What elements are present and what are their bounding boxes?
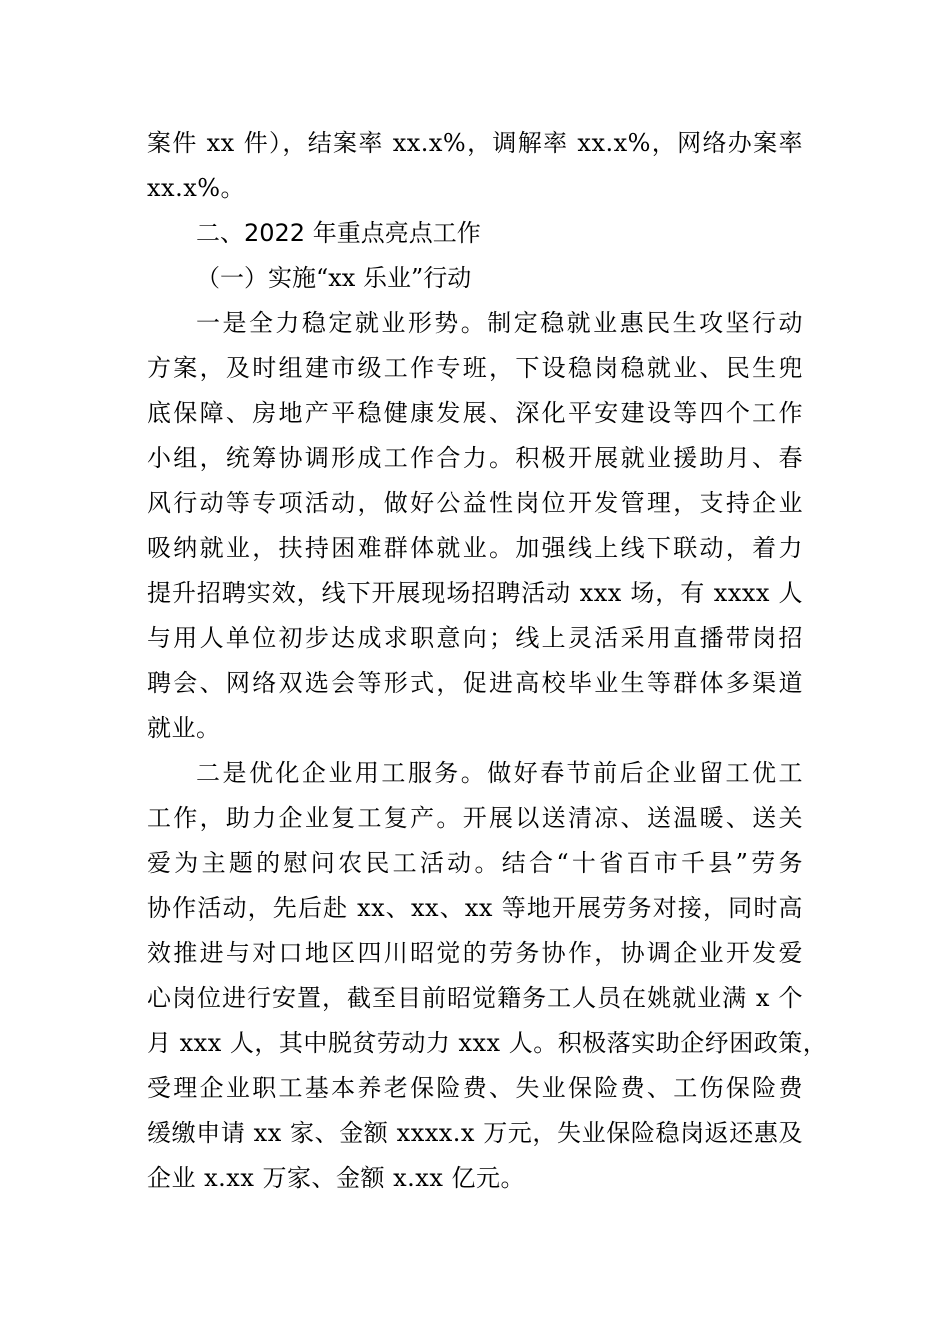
paragraph-1-line: 就业。 <box>147 714 221 742</box>
paragraph-2-line: 月 xxx 人，其中脱贫劳动力 xxx 人。积极落实助企纾困政策， <box>147 1029 828 1057</box>
paragraph-2-line: 爱为主题的慰问农民工活动。结合“十省百市千县”劳务 <box>147 849 803 877</box>
paragraph-1-line: 小组，统筹协调形成工作合力。积极开展就业援助月、春 <box>147 444 803 472</box>
paragraph-1-line: 一是全力稳定就业形势。制定稳就业惠民生攻坚行动 <box>196 309 803 337</box>
paragraph-2-line: 受理企业职工基本养老保险费、失业保险费、工伤保险费 <box>147 1074 803 1102</box>
paragraph-2-line: 企业 x.xx 万家、金额 x.xx 亿元。 <box>147 1164 525 1192</box>
paragraph-1-line: 方案，及时组建市级工作专班，下设稳岗稳就业、民生兜 <box>147 354 803 382</box>
paragraph-1-line: 与用人单位初步达成求职意向；线上灵活采用直播带岗招 <box>147 624 803 652</box>
paragraph-1-line: 风行动等专项活动，做好公益性岗位开发管理，支持企业 <box>147 489 803 517</box>
paragraph-1-line: 提升招聘实效，线下开展现场招聘活动 xxx 场，有 xxxx 人 <box>147 579 803 607</box>
intro-line-1: 案件 xx 件），结案率 xx.x%，调解率 xx.x%，网络办案率 <box>147 129 803 157</box>
paragraph-2-line: 工作，助力企业复工复产。开展以送清凉、送温暖、送关 <box>147 804 803 832</box>
paragraph-2-line: 协作活动，先后赴 xx、xx、xx 等地开展劳务对接，同时高 <box>147 894 803 922</box>
paragraph-2-line: 心岗位进行安置，截至目前昭觉籍务工人员在姚就业满 x 个 <box>147 984 803 1012</box>
section-heading: 二、2022 年重点亮点工作 <box>196 219 481 247</box>
paragraph-1-line: 聘会、网络双选会等形式，促进高校毕业生等群体多渠道 <box>147 669 803 697</box>
paragraph-1-line: 底保障、房地产平稳健康发展、深化平安建设等四个工作 <box>147 399 803 427</box>
paragraph-1-line: 吸纳就业，扶持困难群体就业。加强线上线下联动，着力 <box>147 534 803 562</box>
paragraph-2-line: 缓缴申请 xx 家、金额 xxxx.x 万元，失业保险稳岗返还惠及 <box>147 1119 803 1147</box>
intro-line-2: xx.x%。 <box>147 174 246 202</box>
paragraph-2-line: 效推进与对口地区四川昭觉的劳务协作，协调企业开发爱 <box>147 939 803 967</box>
subsection-heading: （一）实施“xx 乐业”行动 <box>196 264 472 292</box>
paragraph-2-line: 二是优化企业用工服务。做好春节前后企业留工优工 <box>196 759 803 787</box>
